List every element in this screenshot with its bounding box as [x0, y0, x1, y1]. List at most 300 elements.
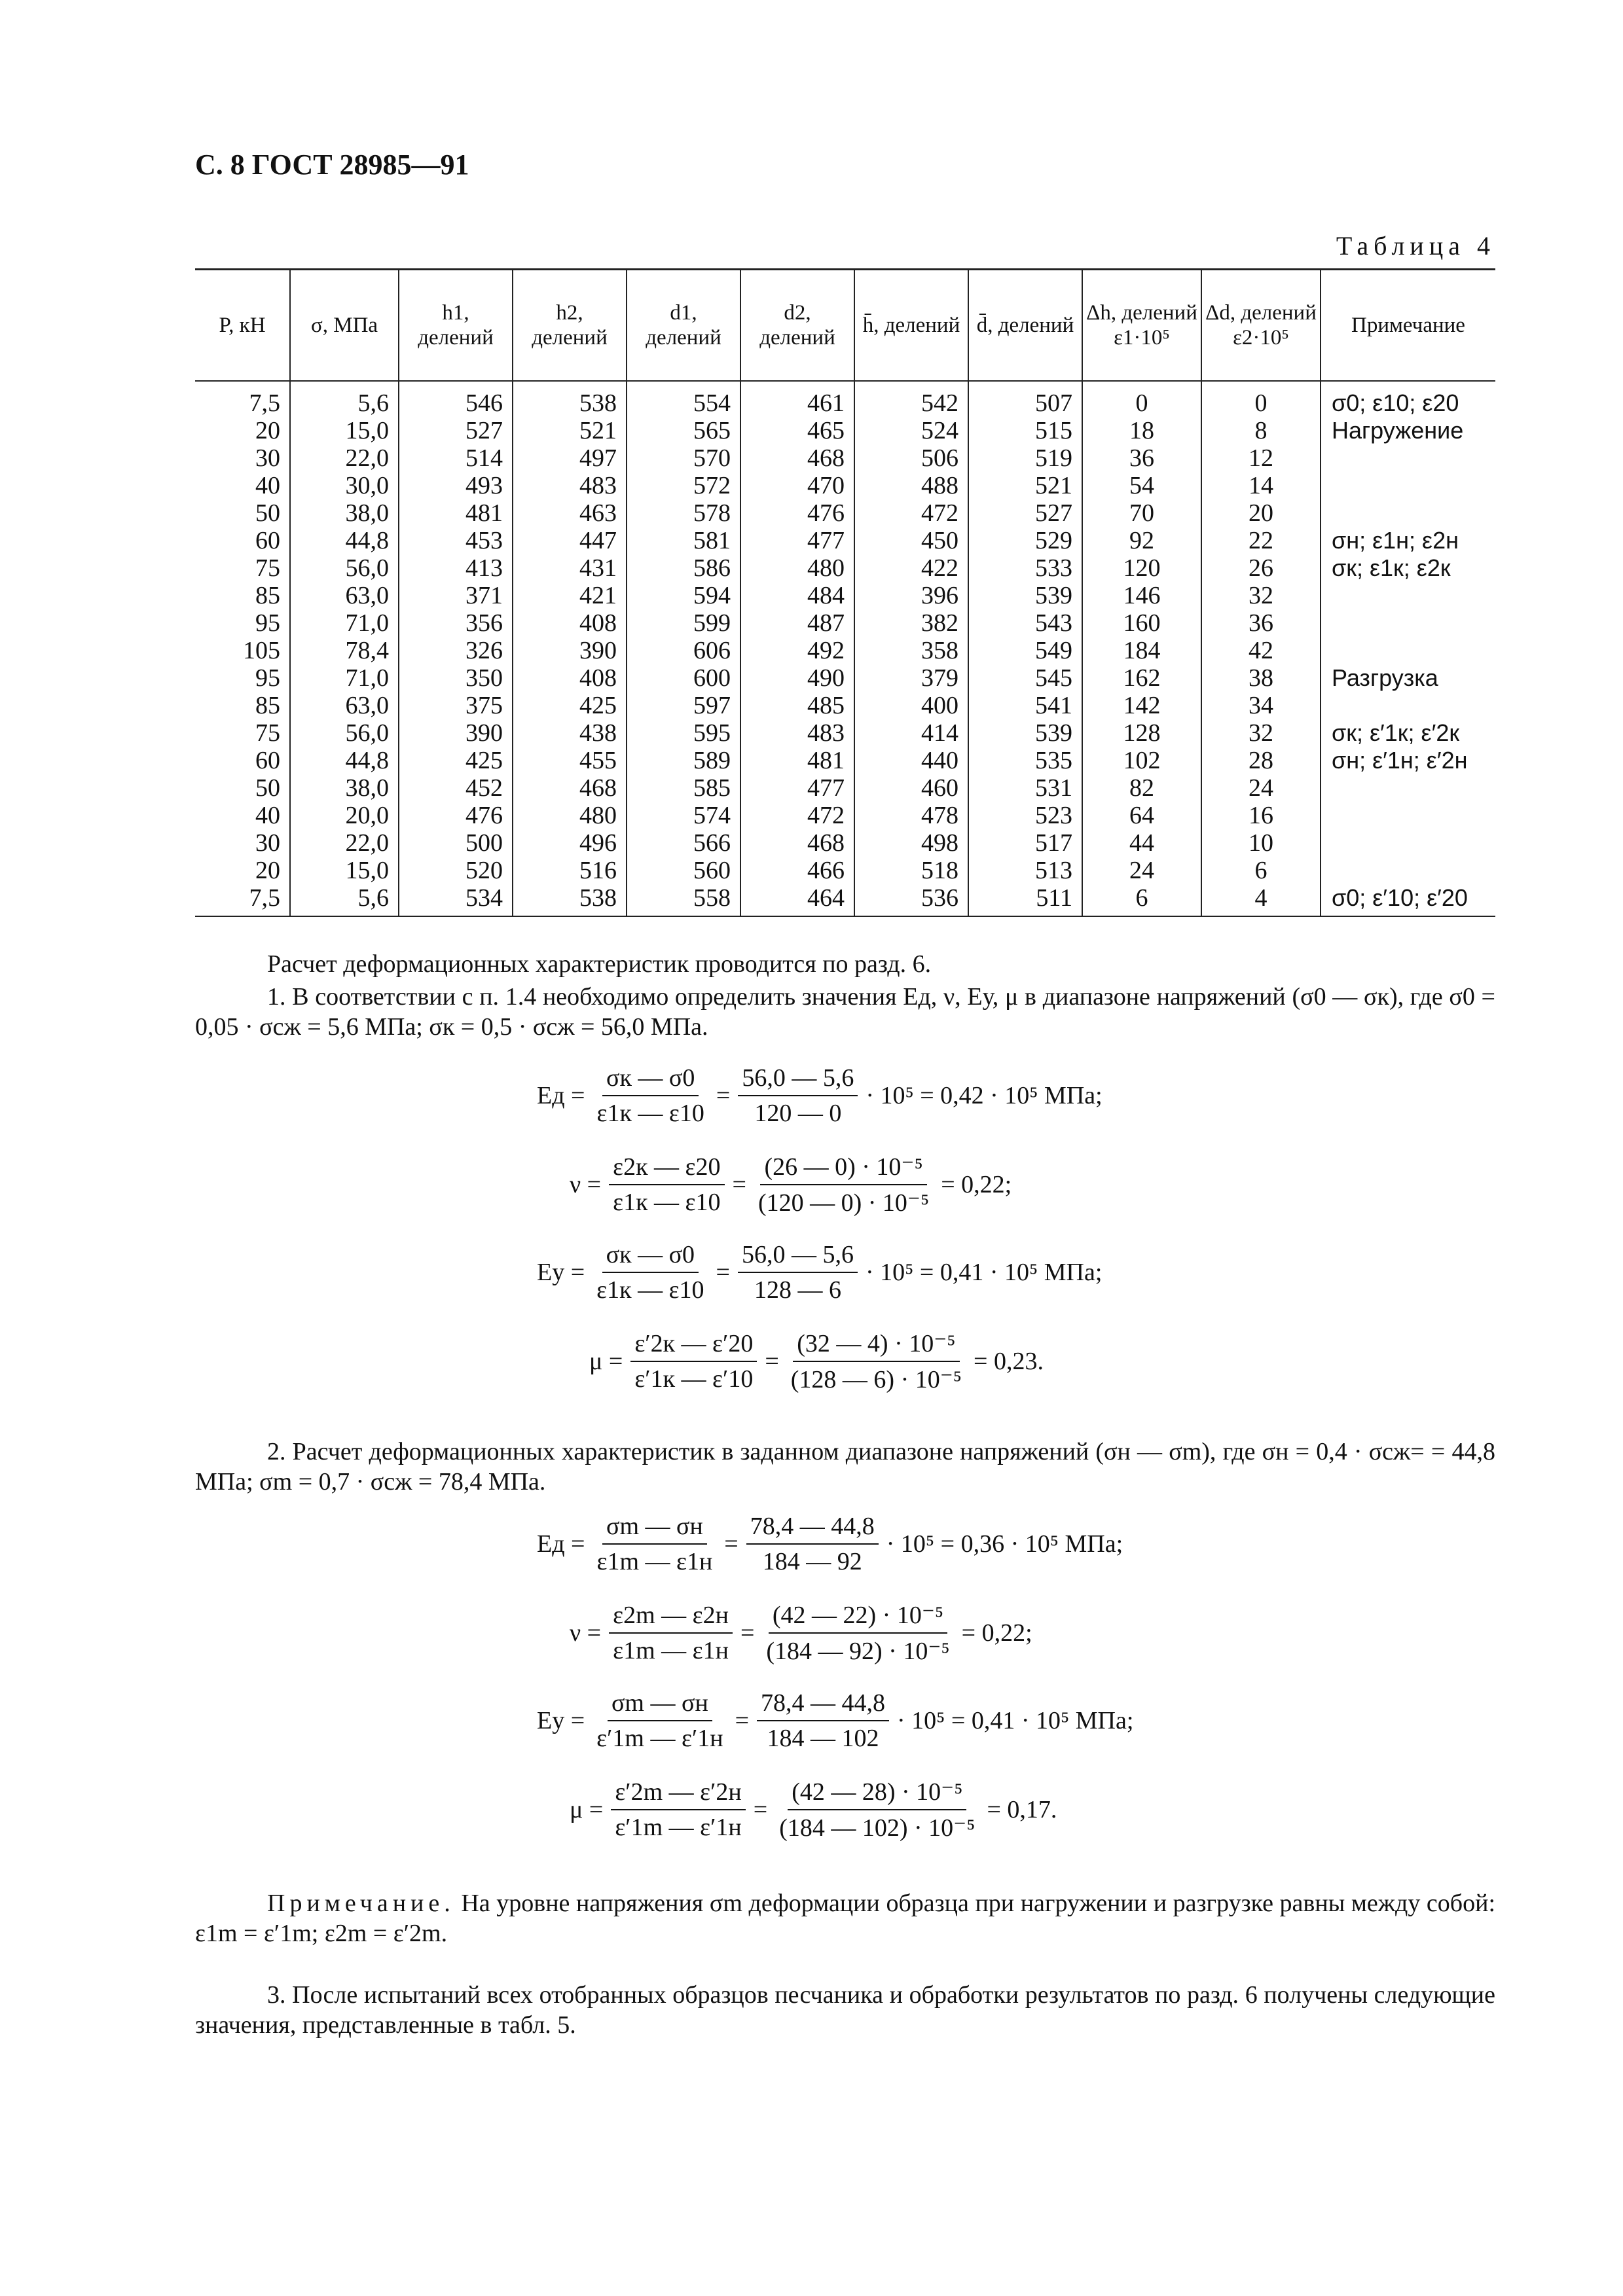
fraction [593, 1064, 708, 1128]
formula-rhs: = 0,22; [961, 1619, 1032, 1647]
table-cell: 36 [1082, 444, 1201, 472]
table-cell: 578 [627, 499, 740, 527]
table-cell: 574 [627, 802, 740, 829]
formula-lhs: Eу = [537, 1259, 585, 1286]
table-cell: 431 [513, 554, 627, 582]
table-cell: 358 [854, 637, 968, 664]
denominator: ε1m — ε1н [613, 1637, 729, 1664]
denominator: ε1m — ε1н [596, 1548, 713, 1575]
numerator: 56,0 — 5,6 [738, 1064, 858, 1096]
note-cell: σн; ε′1н; ε′2н [1321, 747, 1495, 774]
table-cell: 487 [740, 609, 854, 637]
table-cell: 472 [854, 499, 968, 527]
table-cell: 595 [627, 719, 740, 747]
equals-sign: = [716, 1259, 730, 1286]
note-cell [1321, 829, 1495, 857]
numerator: (32 — 4) · 10⁻⁵ [793, 1329, 959, 1362]
table-cell: 455 [513, 747, 627, 774]
numerator: σк — σ0 [602, 1064, 699, 1096]
table-cell: 128 [1082, 719, 1201, 747]
table-cell: 560 [627, 857, 740, 884]
table-cell: 56,0 [290, 554, 399, 582]
formula-lhs: μ = [570, 1796, 604, 1823]
table-cell: 70 [1082, 499, 1201, 527]
paragraph-3: 3. После испытаний всех отобранных образцов песчаника и обработки результатов по разд. 6 получены следующие значения, представленные в табл. 5. [195, 1981, 1495, 2039]
note-label: Примечание. [267, 1890, 455, 1917]
table-cell: 470 [740, 472, 854, 499]
numerator: σm — σн [602, 1512, 707, 1545]
table-row [195, 582, 1495, 609]
table-cell: 350 [399, 664, 513, 692]
table-cell: 515 [968, 417, 1082, 444]
table-cell: 476 [399, 802, 513, 829]
note-cell [1321, 637, 1495, 664]
denominator: (184 — 92) · 10⁻⁵ [766, 1638, 950, 1665]
table-cell: 44,8 [290, 527, 399, 554]
numerator: (26 — 0) · 10⁻⁵ [760, 1152, 926, 1185]
table-row [195, 692, 1495, 719]
numerator: σm — σн [608, 1689, 712, 1721]
table-cell: 481 [740, 747, 854, 774]
table-cell: 6 [1082, 884, 1201, 916]
table-cell: 425 [513, 692, 627, 719]
col-header: Δh, делений ε1·10⁵ [1082, 270, 1201, 382]
table-cell: 440 [854, 747, 968, 774]
formula-lhs: Eу = [537, 1707, 585, 1734]
denominator: 184 — 102 [767, 1725, 879, 1752]
fraction [609, 1153, 724, 1217]
data-table [195, 268, 1495, 917]
table-cell: 483 [740, 719, 854, 747]
table-cell: 44 [1082, 829, 1201, 857]
table-cell: 40 [195, 802, 290, 829]
numerator: σк — σ0 [602, 1240, 699, 1273]
table-cell: 102 [1082, 747, 1201, 774]
table-cell: 485 [740, 692, 854, 719]
paragraph-2: 2. Расчет деформационных характеристик в заданном диапазоне напряжений (σн — σm), где σн = 0,4 · σсж= = 44,8 МПа; σm = 0,7 · σсж = 78,4 МПа. [195, 1438, 1495, 1496]
col-header: σ, МПа [290, 270, 399, 382]
fraction [754, 1152, 933, 1217]
table-cell: 519 [968, 444, 1082, 472]
table-cell: 480 [740, 554, 854, 582]
table-cell: 15,0 [290, 417, 399, 444]
fraction [611, 1778, 745, 1842]
table-cell: 498 [854, 829, 968, 857]
denominator: (184 — 102) · 10⁻⁵ [779, 1814, 976, 1842]
numerator: 78,4 — 44,8 [746, 1512, 879, 1545]
denominator: (128 — 6) · 10⁻⁵ [790, 1366, 962, 1393]
formula-rhs: · 10⁵ = 0,41 · 10⁵ МПа; [865, 1259, 1103, 1286]
table-cell: 465 [740, 417, 854, 444]
table-cell: 184 [1082, 637, 1201, 664]
table-cell: 481 [399, 499, 513, 527]
formula [537, 1689, 1133, 1753]
table-cell: 468 [740, 444, 854, 472]
table-cell: 14 [1201, 472, 1321, 499]
table-cell: 400 [854, 692, 968, 719]
table-cell: 511 [968, 884, 1082, 916]
table-cell: 36 [1201, 609, 1321, 637]
table-cell: 10 [1201, 829, 1321, 857]
table-cell: 85 [195, 692, 290, 719]
equals-sign: = [724, 1530, 739, 1558]
table-cell: 38,0 [290, 499, 399, 527]
table-row [195, 637, 1495, 664]
numerator: ε′2m — ε′2н [611, 1778, 745, 1810]
note-cell: σк; ε1к; ε2к [1321, 554, 1495, 582]
table-cell: 0 [1082, 381, 1201, 417]
fraction [757, 1689, 889, 1753]
note-cell: Разгрузка [1321, 664, 1495, 692]
table-cell: 60 [195, 527, 290, 554]
table-cell: 538 [513, 381, 627, 417]
table-cell: 356 [399, 609, 513, 637]
table-cell: 54 [1082, 472, 1201, 499]
note-cell [1321, 802, 1495, 829]
table-cell: 16 [1201, 802, 1321, 829]
formula [570, 1600, 1032, 1666]
equals-sign: = [735, 1707, 750, 1734]
table-cell: 24 [1201, 774, 1321, 802]
table-cell: 82 [1082, 774, 1201, 802]
table-cell: 477 [740, 527, 854, 554]
col-header: h̄, делений [854, 270, 968, 382]
table-cell: 517 [968, 829, 1082, 857]
table-cell: 472 [740, 802, 854, 829]
table-row [195, 664, 1495, 692]
table-cell: 7,5 [195, 884, 290, 916]
table-cell: 527 [968, 499, 1082, 527]
table-cell: 507 [968, 381, 1082, 417]
table-cell: 56,0 [290, 719, 399, 747]
table-cell: 460 [854, 774, 968, 802]
table-cell: 586 [627, 554, 740, 582]
table-cell: 521 [513, 417, 627, 444]
table-cell: 520 [399, 857, 513, 884]
table-cell: 24 [1082, 857, 1201, 884]
table-row [195, 884, 1495, 916]
table-cell: 396 [854, 582, 968, 609]
table-row [195, 747, 1495, 774]
table-cell: 379 [854, 664, 968, 692]
denominator: ε1к — ε10 [596, 1276, 704, 1304]
table-cell: 523 [968, 802, 1082, 829]
table-row [195, 417, 1495, 444]
table-cell: 85 [195, 582, 290, 609]
table-cell: 452 [399, 774, 513, 802]
table-cell: 558 [627, 884, 740, 916]
intro-paragraph: Расчет деформационных характеристик проводится по разд. 6. [267, 950, 932, 978]
table-cell: 468 [740, 829, 854, 857]
table-caption: Таблица 4 [1336, 231, 1495, 260]
table-cell: 461 [740, 381, 854, 417]
table-cell: 71,0 [290, 664, 399, 692]
table-cell: 422 [854, 554, 968, 582]
table-cell: 32 [1201, 719, 1321, 747]
table-cell: 538 [513, 884, 627, 916]
table-cell: 572 [627, 472, 740, 499]
fraction [738, 1240, 858, 1304]
table-cell: 570 [627, 444, 740, 472]
table-cell: 63,0 [290, 692, 399, 719]
table-cell: 5,6 [290, 884, 399, 916]
table-cell: 484 [740, 582, 854, 609]
formula [537, 1064, 1103, 1128]
table-cell: 95 [195, 664, 290, 692]
fraction [609, 1601, 733, 1665]
table-cell: 554 [627, 381, 740, 417]
note-cell [1321, 609, 1495, 637]
table-cell: 545 [968, 664, 1082, 692]
table-cell: 42 [1201, 637, 1321, 664]
col-header: d2, делений [740, 270, 854, 382]
page-title: С. 8 ГОСТ 28985—91 [195, 149, 469, 181]
table-cell: 496 [513, 829, 627, 857]
fraction [738, 1064, 858, 1128]
table-cell: 20 [195, 417, 290, 444]
table-cell: 483 [513, 472, 627, 499]
table-cell: 375 [399, 692, 513, 719]
table-cell: 539 [968, 582, 1082, 609]
table-body [195, 381, 1495, 916]
table-cell: 382 [854, 609, 968, 637]
table-cell: 414 [854, 719, 968, 747]
table-cell: 447 [513, 527, 627, 554]
table-cell: 549 [968, 637, 1082, 664]
table-cell: 518 [854, 857, 968, 884]
table-cell: 506 [854, 444, 968, 472]
fraction [787, 1329, 966, 1394]
formula-lhs: Eд = [537, 1082, 585, 1109]
table-cell: 480 [513, 802, 627, 829]
table-cell: 542 [854, 381, 968, 417]
table-cell: 30 [195, 444, 290, 472]
table-cell: 490 [740, 664, 854, 692]
table-cell: 534 [399, 884, 513, 916]
table-row [195, 829, 1495, 857]
note-cell [1321, 444, 1495, 472]
table-header-row [195, 270, 1495, 382]
table-cell: 546 [399, 381, 513, 417]
table-cell: 524 [854, 417, 968, 444]
formula [570, 1777, 1057, 1842]
table-row [195, 719, 1495, 747]
table-cell: 92 [1082, 527, 1201, 554]
table-cell: 531 [968, 774, 1082, 802]
table-cell: 533 [968, 554, 1082, 582]
table-cell: 529 [968, 527, 1082, 554]
table-cell: 0 [1201, 381, 1321, 417]
table-cell: 34 [1201, 692, 1321, 719]
table-row [195, 857, 1495, 884]
table-cell: 500 [399, 829, 513, 857]
col-header: d1, делений [627, 270, 740, 382]
table-row [195, 802, 1495, 829]
table-cell: 15,0 [290, 857, 399, 884]
fraction [630, 1329, 757, 1393]
formula-rhs: = 0,17. [987, 1796, 1057, 1823]
col-header: h1, делений [399, 270, 513, 382]
table-cell: 28 [1201, 747, 1321, 774]
table-cell: 535 [968, 747, 1082, 774]
note-cell: σ0; ε10; ε20 [1321, 381, 1495, 417]
formula [537, 1240, 1102, 1304]
formula [570, 1152, 1012, 1217]
table-cell: 75 [195, 719, 290, 747]
note-cell [1321, 857, 1495, 884]
table-cell: 12 [1201, 444, 1321, 472]
table-cell: 7,5 [195, 381, 290, 417]
table-cell: 408 [513, 609, 627, 637]
table-cell: 527 [399, 417, 513, 444]
table-row [195, 527, 1495, 554]
table-cell: 589 [627, 747, 740, 774]
note-cell [1321, 582, 1495, 609]
table-cell: 78,4 [290, 637, 399, 664]
note-cell [1321, 774, 1495, 802]
table-row [195, 499, 1495, 527]
table-cell: 516 [513, 857, 627, 884]
table-cell: 477 [740, 774, 854, 802]
table-cell: 60 [195, 747, 290, 774]
table-cell: 75 [195, 554, 290, 582]
formula-rhs: · 10⁵ = 0,36 · 10⁵ МПа; [886, 1530, 1123, 1558]
formula-rhs: · 10⁵ = 0,41 · 10⁵ МПа; [897, 1707, 1134, 1734]
formula-rhs: · 10⁵ = 0,42 · 10⁵ МПа; [866, 1082, 1103, 1109]
note-cell [1321, 472, 1495, 499]
table-cell: 488 [854, 472, 968, 499]
table-cell: 450 [854, 527, 968, 554]
table-cell: 521 [968, 472, 1082, 499]
table-cell: 22,0 [290, 829, 399, 857]
numerator: 56,0 — 5,6 [738, 1240, 858, 1273]
formula-lhs: Eд = [537, 1530, 585, 1558]
table-cell: 38 [1201, 664, 1321, 692]
table-cell: 497 [513, 444, 627, 472]
table-cell: 478 [854, 802, 968, 829]
table-cell: 468 [513, 774, 627, 802]
table-cell: 71,0 [290, 609, 399, 637]
note-cell [1321, 692, 1495, 719]
table-row [195, 472, 1495, 499]
table-cell: 5,6 [290, 381, 399, 417]
formula [537, 1512, 1123, 1576]
table-cell: 463 [513, 499, 627, 527]
table-cell: 63,0 [290, 582, 399, 609]
table-cell: 565 [627, 417, 740, 444]
col-header: d̄, делений [968, 270, 1082, 382]
table-cell: 44,8 [290, 747, 399, 774]
denominator: 128 — 6 [754, 1276, 841, 1304]
numerator: (42 — 28) · 10⁻⁵ [788, 1777, 966, 1810]
paragraph-1: 1. В соответствии с п. 1.4 необходимо определить значения Eд, ν, Eу, μ в диапазоне напряжений (σ0 — σк), где σ0 = 0,05 · σсж = 5,6 МПа; σк = 0,5 · σсж = 56,0 МПа. [195, 983, 1495, 1041]
note-paragraph [195, 1888, 1495, 1948]
equals-sign: = [716, 1082, 731, 1109]
note-cell [1321, 499, 1495, 527]
table-cell: 142 [1082, 692, 1201, 719]
denominator: ε′1к — ε′10 [634, 1365, 754, 1393]
table-cell: 30,0 [290, 472, 399, 499]
numerator: ε2к — ε20 [609, 1153, 724, 1185]
table-row [195, 554, 1495, 582]
denominator: ε1к — ε10 [596, 1100, 704, 1127]
numerator: 78,4 — 44,8 [757, 1689, 889, 1721]
table-cell: 40 [195, 472, 290, 499]
table-cell: 599 [627, 609, 740, 637]
table-cell: 492 [740, 637, 854, 664]
formula-lhs: ν = [570, 1619, 602, 1647]
table-cell: 371 [399, 582, 513, 609]
denominator: ε′1m — ε′1н [596, 1725, 723, 1752]
table-cell: 6 [1201, 857, 1321, 884]
col-header: h2, делений [513, 270, 627, 382]
denominator: 120 — 0 [754, 1100, 842, 1127]
table-cell: 413 [399, 554, 513, 582]
formula-lhs: μ = [589, 1348, 623, 1375]
numerator: ε2m — ε2н [609, 1601, 733, 1634]
table-cell: 539 [968, 719, 1082, 747]
table-cell: 18 [1082, 417, 1201, 444]
table-cell: 594 [627, 582, 740, 609]
table-cell: 160 [1082, 609, 1201, 637]
table-cell: 64 [1082, 802, 1201, 829]
formula-lhs: ν = [570, 1171, 602, 1198]
table-cell: 438 [513, 719, 627, 747]
table-cell: 8 [1201, 417, 1321, 444]
fraction [593, 1512, 716, 1576]
table-row [195, 609, 1495, 637]
table-cell: 326 [399, 637, 513, 664]
table-cell: 493 [399, 472, 513, 499]
equals-sign: = [765, 1348, 779, 1375]
table-cell: 600 [627, 664, 740, 692]
table-cell: 146 [1082, 582, 1201, 609]
col-header: Δd, делений ε2·10⁵ [1201, 270, 1321, 382]
note-cell: σк; ε′1к; ε′2к [1321, 719, 1495, 747]
fraction [593, 1240, 708, 1304]
table-cell: 4 [1201, 884, 1321, 916]
formula [589, 1329, 1044, 1394]
equals-sign: = [732, 1171, 746, 1198]
col-header: Примечание [1321, 270, 1495, 382]
numerator: (42 — 22) · 10⁻⁵ [769, 1600, 947, 1634]
denominator: 184 — 92 [762, 1548, 862, 1575]
table-cell: 22,0 [290, 444, 399, 472]
table-row [195, 444, 1495, 472]
table-cell: 464 [740, 884, 854, 916]
denominator: (120 — 0) · 10⁻⁵ [757, 1189, 930, 1217]
table-cell: 541 [968, 692, 1082, 719]
table-cell: 32 [1201, 582, 1321, 609]
fraction [762, 1600, 953, 1666]
table-cell: 466 [740, 857, 854, 884]
table-cell: 566 [627, 829, 740, 857]
table-cell: 513 [968, 857, 1082, 884]
equals-sign: = [753, 1796, 768, 1823]
table-cell: 476 [740, 499, 854, 527]
table-row [195, 381, 1495, 417]
table-cell: 425 [399, 747, 513, 774]
table-cell: 390 [399, 719, 513, 747]
note-cell: σн; ε1н; ε2н [1321, 527, 1495, 554]
table-cell: 50 [195, 499, 290, 527]
note-cell: σ0; ε′10; ε′20 [1321, 884, 1495, 916]
col-header: P, кН [195, 270, 290, 382]
table-cell: 38,0 [290, 774, 399, 802]
table-cell: 421 [513, 582, 627, 609]
table-cell: 120 [1082, 554, 1201, 582]
formula-rhs: = 0,23. [974, 1348, 1044, 1375]
